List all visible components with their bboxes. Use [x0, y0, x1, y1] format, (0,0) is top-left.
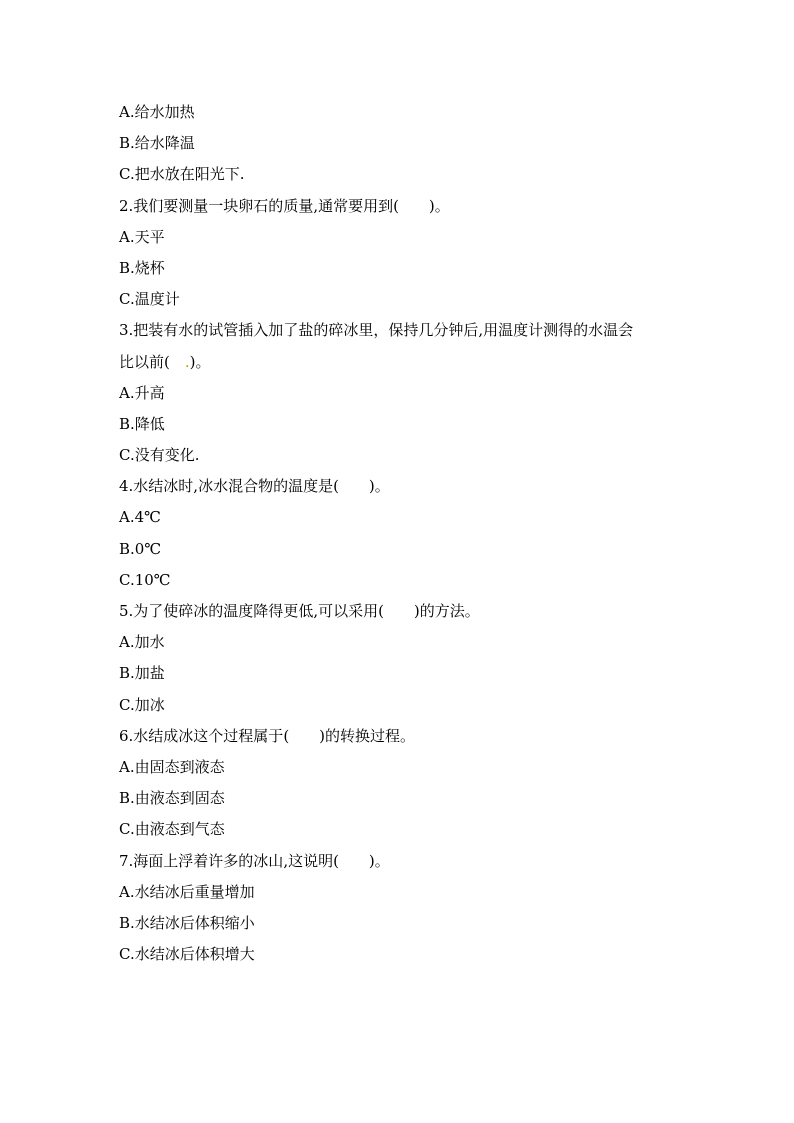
- q3-stem-line2-post: )。: [189, 352, 211, 371]
- q4-option-b: B.0℃: [119, 539, 162, 558]
- q5-option-a: A.加水: [119, 633, 165, 652]
- question-list: [119, 97, 699, 970]
- q1-option-c: C.把水放在阳光下.: [119, 165, 245, 184]
- q2-stem: 2.我们要测量一块卵石的质量,通常要用到( )。: [119, 196, 450, 215]
- q2-option-a: A.天平: [119, 227, 165, 246]
- q1-option-a: A.给水加热: [119, 103, 195, 121]
- q3-blank-mark: .: [184, 352, 190, 371]
- q5-option-c: C.加冰: [119, 695, 165, 714]
- q6-option-c: C.由液态到气态: [119, 820, 225, 839]
- q2-option-b: B.烧杯: [119, 258, 165, 277]
- q6-option-b: B.由液态到固态: [119, 789, 225, 808]
- q4-option-a: A.4℃: [119, 508, 161, 527]
- q5-stem: 5.为了使碎冰的温度降得更低,可以采用( )的方法。: [119, 602, 480, 620]
- q7-option-a: A.水结冰后重量增加: [119, 882, 255, 901]
- q7-option-b: B.水结冰后体积缩小: [119, 913, 255, 932]
- q3-option-c: C.没有变化.: [119, 446, 200, 465]
- q2-option-c: C.温度计: [119, 290, 180, 309]
- q3-option-b: B.降低: [119, 414, 165, 433]
- q3-stem-line2: [119, 347, 699, 378]
- q4-option-c: C.10℃: [119, 570, 171, 589]
- q3-option-a: A.升高: [119, 383, 165, 402]
- q3-stem-line1: 3.把装有水的试管插入加了盐的碎冰里，保持几分钟后,用温度计测得的水温会: [119, 321, 634, 340]
- q7-option-c: C.水结冰后体积增大: [119, 945, 255, 964]
- q3-stem-line2-pre: 比以前(: [119, 352, 185, 371]
- q5-option-b: B.加盐: [119, 664, 165, 683]
- q7-stem: 7.海面上浮着许多的冰山,这说明( )。: [119, 851, 390, 870]
- q6-stem: 6.水结成冰这个过程属于( )的转换过程。: [119, 726, 416, 745]
- q6-option-a: A.由固态到液态: [119, 757, 225, 776]
- q4-stem: 4.水结冰时,冰水混合物的温度是( )。: [119, 477, 390, 496]
- q1-option-b: B.给水降温: [119, 134, 195, 153]
